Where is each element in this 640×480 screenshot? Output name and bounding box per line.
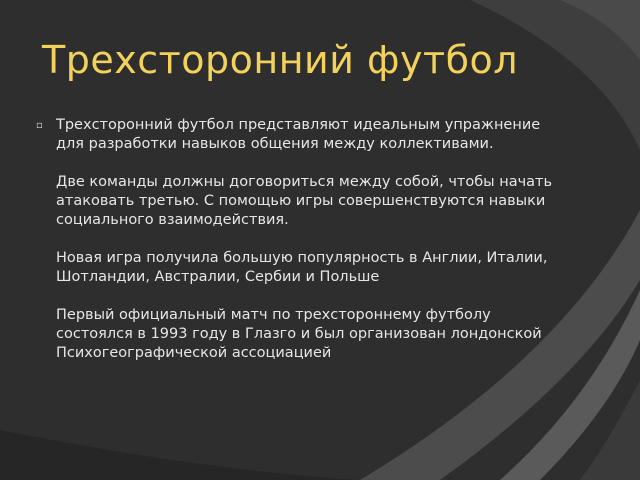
hollow-square-bullet-icon: ▫ <box>36 120 43 131</box>
paragraph-1: Трехсторонний футбол представляют идеальным упражнение для разработки навыков общения между коллективами. <box>56 117 541 152</box>
paragraph-2: Две команды должны договориться между собой, чтобы начать атаковать третью. С помощью игры совершенствуются навыки социального взаимодействия. <box>56 174 553 228</box>
bullet-text <box>56 116 556 363</box>
slide-title: Трехсторонний футбол <box>42 38 519 82</box>
paragraph-3: Новая игра получила большую популярность в Англии, Италии, Шотландии, Австралии, Сербии и Польше <box>56 250 548 285</box>
bullet-list-item <box>36 116 556 363</box>
slide-content <box>36 116 556 363</box>
paragraph-4: Первый официальный матч по трехстороннему футболу состоялся в 1993 году в Глазго и был организован лондонской Психогеографической ассоциацией <box>56 307 542 361</box>
